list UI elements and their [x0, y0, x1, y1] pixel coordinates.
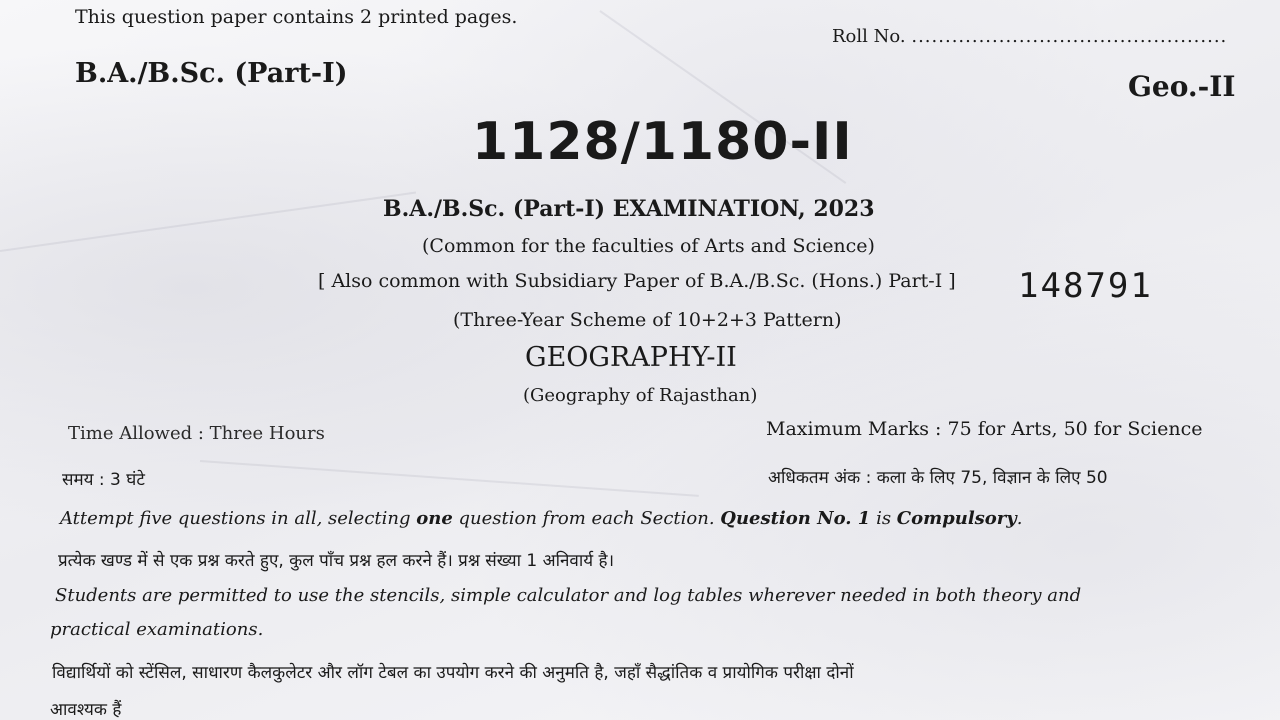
- time-allowed-hi: समय : 3 घंटे: [62, 470, 145, 490]
- paper-code: 1128/1180-II: [472, 112, 853, 172]
- instruction-stencils-en-line2: practical examinations.: [50, 619, 264, 640]
- exam-common-note: (Common for the faculties of Arts and Science): [422, 235, 875, 257]
- max-marks-hi: अधिकतम अंक : कला के लिए 75, विज्ञान के लिए 50: [768, 468, 1108, 488]
- instruction-attempt-hi: प्रत्येक खण्ड में से एक प्रश्न करते हुए, कुल पाँच प्रश्न हल करने हैं। प्रश्न संख्या 1 अनिवार्य है।: [58, 551, 615, 571]
- instruction-emphasis: Compulsory: [896, 508, 1017, 529]
- instruction-attempt-en: [60, 508, 1023, 529]
- max-marks-en: Maximum Marks : 75 for Arts, 50 for Science: [766, 418, 1203, 440]
- exam-title: B.A./B.Sc. (Part-I) EXAMINATION, 2023: [383, 196, 875, 222]
- roll-dots: ...............................................: [911, 26, 1228, 47]
- roll-label: Roll No.: [832, 26, 906, 47]
- page-count-note: This question paper contains 2 printed pages.: [75, 6, 518, 28]
- instruction-text: question from each Section.: [452, 508, 721, 529]
- instruction-text: Attempt five questions in all, selecting: [60, 508, 417, 529]
- instruction-text: .: [1016, 508, 1023, 529]
- course-label: B.A./B.Sc. (Part-I): [75, 58, 348, 89]
- roll-number-field: [832, 26, 1227, 47]
- instruction-stencils-hi-line1: विद्यार्थियों को स्टेंसिल, साधारण कैलकुलेटर और लॉग टेबल का उपयोग करने की अनुमति है, जहाँ सैद्धांतिक व प्रायोगिक परीक्षा दोनों: [52, 663, 854, 683]
- exam-also-note: [ Also common with Subsidiary Paper of B.A./B.Sc. (Hons.) Part-I ]: [318, 270, 956, 292]
- subject-title: GEOGRAPHY-II: [525, 342, 737, 373]
- instruction-stencils-en-line1: Students are permitted to use the stencils, simple calculator and log tables wherever needed in both theory and: [55, 585, 1082, 606]
- instruction-emphasis: one: [416, 508, 453, 529]
- instruction-text: is: [870, 508, 897, 529]
- instruction-emphasis: Question No. 1: [720, 508, 871, 529]
- instruction-stencils-hi-line2: आवश्यक हैं: [50, 700, 122, 720]
- time-allowed-en: Time Allowed : Three Hours: [68, 423, 325, 444]
- subject-subtitle: (Geography of Rajasthan): [523, 385, 758, 406]
- paper-crease: [0, 192, 416, 252]
- serial-number: 148791: [1018, 266, 1153, 306]
- paper-crease: [200, 460, 699, 497]
- exam-scheme: (Three-Year Scheme of 10+2+3 Pattern): [453, 309, 842, 331]
- paper-label: Geo.-II: [1128, 70, 1236, 103]
